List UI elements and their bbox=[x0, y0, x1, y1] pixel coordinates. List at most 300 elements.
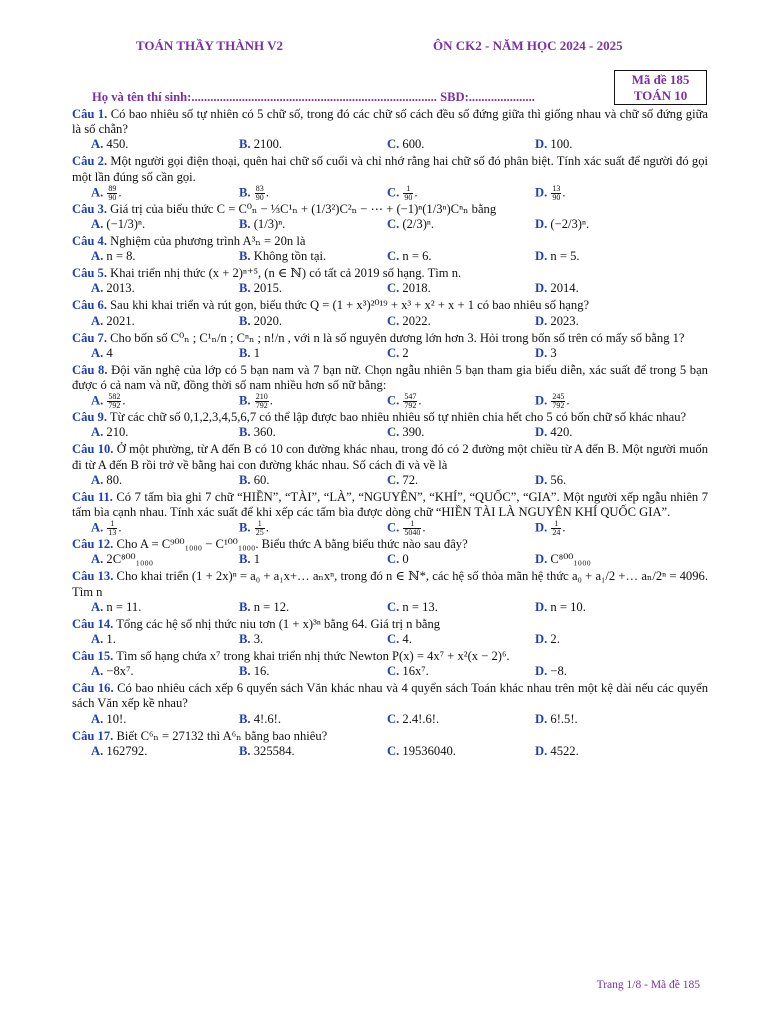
option-label: C. bbox=[387, 345, 400, 360]
answer-option-d[interactable] bbox=[516, 712, 664, 728]
question-text bbox=[72, 331, 708, 346]
answer-option-b[interactable] bbox=[220, 281, 368, 297]
question-13 bbox=[72, 569, 708, 615]
option-value: 1 bbox=[253, 345, 261, 360]
answer-option-c[interactable] bbox=[368, 600, 516, 616]
question-text bbox=[72, 569, 708, 599]
answer-option-a[interactable] bbox=[72, 314, 220, 330]
option-fraction bbox=[403, 393, 417, 410]
question-body: Tìm số hạng chứa x⁷ trong khai triển nhị thức Newton P(x) = 4x⁷ + x²(x − 2)⁶. bbox=[116, 649, 510, 664]
denominator: 90 bbox=[255, 192, 264, 202]
option-fraction bbox=[107, 520, 117, 537]
answer-option-a[interactable] bbox=[72, 346, 220, 362]
answer-options bbox=[72, 425, 708, 441]
answer-option-d[interactable] bbox=[516, 137, 664, 153]
option-value: 390. bbox=[402, 425, 425, 440]
option-value: 4 bbox=[106, 345, 113, 360]
answer-option-b[interactable] bbox=[220, 137, 368, 153]
answer-option-a[interactable]: A. $\frac{89}{90}$ . bbox=[91, 183, 122, 202]
option-label: C. bbox=[387, 249, 400, 264]
answer-option-b[interactable] bbox=[220, 744, 368, 760]
option-fraction bbox=[403, 520, 421, 537]
option-value: 3 bbox=[550, 345, 557, 360]
question-text bbox=[72, 681, 708, 711]
option-value: 162792. bbox=[106, 743, 148, 758]
option-label: A. bbox=[91, 281, 104, 296]
question-body: Có bao nhiêu cách xếp 6 quyển sách Văn khác nhau và 4 quyển sách Toán khác nhau trên một kệ dài nếu các quyển sách Văn xếp kề nhau? bbox=[72, 681, 708, 711]
option-value: n = 10. bbox=[550, 599, 586, 614]
option-value: 0 bbox=[402, 552, 409, 567]
answer-options bbox=[72, 137, 708, 153]
answer-options bbox=[72, 473, 708, 489]
option-label: C. bbox=[387, 743, 400, 758]
question-label: Câu 14. bbox=[72, 616, 114, 631]
answer-option-d[interactable] bbox=[516, 473, 664, 489]
option-value: −8x⁷. bbox=[106, 664, 134, 679]
answer-option-b[interactable] bbox=[220, 346, 368, 362]
option-value: 2 bbox=[402, 345, 409, 360]
answer-option-b[interactable]: B. $\frac{83}{90}$ . bbox=[239, 183, 269, 202]
option-label: C. bbox=[387, 711, 400, 726]
denominator: 13 bbox=[108, 528, 117, 538]
option-label: D. bbox=[535, 281, 548, 296]
question-label: Câu 2. bbox=[72, 154, 108, 169]
question-label: Câu 15. bbox=[72, 649, 114, 664]
option-fraction bbox=[403, 185, 413, 202]
answer-option-c[interactable] bbox=[368, 217, 516, 233]
option-value: 2021. bbox=[106, 313, 135, 328]
question-16 bbox=[72, 681, 708, 727]
option-label: B. bbox=[239, 185, 251, 200]
question-label: Câu 1. bbox=[72, 107, 108, 121]
option-value: 2100. bbox=[253, 137, 283, 152]
denominator: 792 bbox=[255, 401, 268, 411]
question-body: Cho bốn số C⁰ₙ ; C¹ₙ/n ; Cⁿₙ ; n!/n , với n là số nguyên dương lớn hơn 3. Hỏi trong bốn số trên có mấy số bằng 1? bbox=[110, 330, 685, 345]
answer-option-b[interactable] bbox=[220, 249, 368, 265]
option-label: B. bbox=[239, 552, 251, 567]
answer-option-a[interactable] bbox=[72, 552, 220, 568]
option-label: B. bbox=[239, 281, 251, 296]
option-label: C. bbox=[387, 393, 400, 408]
option-value: 600. bbox=[402, 137, 425, 152]
option-fraction bbox=[551, 520, 561, 537]
numerator: 1 bbox=[255, 520, 265, 529]
option-label: B. bbox=[239, 599, 251, 614]
answer-option-c[interactable] bbox=[368, 632, 516, 648]
answer-option-c[interactable] bbox=[368, 314, 516, 330]
question-2 bbox=[72, 154, 708, 200]
answer-option-d[interactable] bbox=[516, 552, 664, 568]
option-label: D. bbox=[535, 185, 548, 200]
option-fraction bbox=[107, 393, 121, 410]
answer-option-a[interactable] bbox=[72, 137, 220, 153]
option-fraction bbox=[107, 185, 117, 202]
question-label: Câu 6. bbox=[72, 298, 107, 313]
subject-code: TOÁN 10 bbox=[633, 88, 688, 103]
option-label: A. bbox=[91, 137, 104, 152]
question-text bbox=[72, 649, 708, 664]
question-text bbox=[72, 537, 708, 552]
numerator: 13 bbox=[552, 183, 561, 193]
option-label: B. bbox=[239, 632, 251, 647]
option-label: A. bbox=[91, 472, 104, 487]
option-value: n = 11. bbox=[106, 599, 142, 614]
question-body: Ở một phường, từ A đến B có 10 con đường khác nhau, trong đó có 2 đường một chiều từ A đến B. Một người muốn đi từ A đến B rồi trở về bằng hai con đường khác nhau. Số cách đi và về là bbox=[72, 442, 708, 472]
option-value: 1 bbox=[253, 552, 261, 567]
answer-option-b[interactable] bbox=[220, 712, 368, 728]
denominator: 24 bbox=[552, 528, 561, 538]
option-value: n = 13. bbox=[402, 599, 438, 614]
option-label: A. bbox=[91, 520, 104, 535]
answer-options bbox=[72, 314, 708, 330]
answer-option-a[interactable] bbox=[72, 217, 220, 233]
answer-options bbox=[72, 281, 708, 297]
answer-option-b[interactable]: B. $\frac{1}{25}$ . bbox=[239, 519, 269, 538]
option-label: B. bbox=[239, 137, 251, 152]
question-label: Câu 5. bbox=[72, 266, 107, 281]
option-label: A. bbox=[91, 711, 104, 726]
option-label: A. bbox=[91, 599, 104, 614]
answer-option-c[interactable] bbox=[368, 664, 516, 680]
option-value: 10!. bbox=[106, 711, 127, 726]
option-value: C⁸⁰⁰₁₀₀₀ bbox=[550, 552, 591, 567]
answer-option-c[interactable] bbox=[368, 473, 516, 489]
answer-option-d[interactable] bbox=[516, 600, 664, 616]
option-label: C. bbox=[387, 217, 400, 232]
question-list bbox=[72, 107, 708, 761]
question-text bbox=[72, 410, 708, 425]
denominator: 90 bbox=[404, 192, 413, 202]
option-label: B. bbox=[239, 664, 251, 679]
option-label: D. bbox=[535, 217, 548, 232]
option-label: A. bbox=[91, 552, 104, 567]
option-label: B. bbox=[239, 425, 251, 440]
answer-option-d[interactable] bbox=[516, 249, 664, 265]
question-body: Sau khi khai triển và rút gọn, biểu thức Q = (1 + x³)²⁰¹⁹ + x³ + x² + x + 1 có bao nhiêu số hạng? bbox=[110, 298, 590, 313]
answer-option-d[interactable]: D. $\frac{245}{792}$ . bbox=[535, 392, 570, 411]
option-label: B. bbox=[239, 249, 251, 264]
denominator: 792 bbox=[404, 401, 417, 411]
answer-option-a[interactable] bbox=[72, 281, 220, 297]
option-label: D. bbox=[535, 743, 548, 758]
option-value: 2C⁸⁰⁰₁₀₀₀ bbox=[106, 552, 154, 567]
option-label: D. bbox=[535, 137, 548, 152]
school-header: TOÁN THẦY THÀNH V2 bbox=[136, 38, 284, 53]
answer-option-d[interactable] bbox=[516, 314, 664, 330]
answer-option-c[interactable] bbox=[368, 346, 516, 362]
answer-option-c[interactable]: C. $\frac{1}{5040}$ . bbox=[387, 519, 426, 538]
option-label: D. bbox=[535, 664, 548, 679]
option-label: C. bbox=[387, 552, 400, 567]
question-text bbox=[72, 442, 708, 472]
option-value: (2/3)ⁿ. bbox=[402, 217, 435, 232]
option-value: 325584. bbox=[253, 743, 295, 758]
answer-option-b[interactable] bbox=[220, 217, 368, 233]
answer-option-a[interactable] bbox=[72, 744, 220, 760]
question-17 bbox=[72, 729, 708, 760]
option-value: n = 8. bbox=[106, 249, 136, 264]
answer-option-b[interactable] bbox=[220, 552, 368, 568]
answer-options bbox=[72, 185, 708, 201]
question-label: Câu 7. bbox=[72, 330, 107, 345]
option-value: 360. bbox=[253, 425, 276, 440]
option-fraction bbox=[551, 393, 565, 410]
answer-option-b[interactable] bbox=[220, 664, 368, 680]
denominator: 90 bbox=[108, 192, 117, 202]
option-value: 2018. bbox=[402, 281, 431, 296]
option-value: 450. bbox=[106, 137, 129, 152]
answer-options bbox=[72, 632, 708, 648]
option-label: A. bbox=[91, 632, 104, 647]
option-value: n = 6. bbox=[402, 249, 432, 264]
question-body: Tổng các hệ số nhị thức niu tơn (1 + x)³ⁿ bằng 64. Giá trị n bằng bbox=[116, 616, 441, 631]
answer-option-a[interactable] bbox=[72, 664, 220, 680]
numerator: 245 bbox=[552, 392, 565, 402]
option-label: C. bbox=[387, 520, 400, 535]
question-body: Khai triển nhị thức (x + 2)ⁿ⁺⁵, (n ∈ ℕ) có tất cả 2019 số hạng. Tìm n. bbox=[110, 266, 462, 281]
answer-option-b[interactable] bbox=[220, 473, 368, 489]
option-value: 2.4!.6!. bbox=[402, 711, 440, 726]
question-label: Câu 4. bbox=[72, 234, 107, 249]
question-text bbox=[72, 202, 708, 217]
answer-option-d[interactable] bbox=[516, 632, 664, 648]
question-body: Từ các chữ số 0,1,2,3,4,5,6,7 có thể lập được bao nhiêu nhiêu số tự nhiên chia hết cho 5 có bốn chữ số khác nhau? bbox=[109, 410, 687, 425]
option-label: B. bbox=[239, 313, 251, 328]
option-label: C. bbox=[387, 281, 400, 296]
answer-option-b[interactable] bbox=[220, 314, 368, 330]
question-text bbox=[72, 729, 708, 744]
question-9 bbox=[72, 410, 708, 441]
question-label: Câu 12. bbox=[72, 537, 114, 552]
answer-option-d[interactable] bbox=[516, 664, 664, 680]
option-label: D. bbox=[535, 599, 548, 614]
option-label: B. bbox=[239, 472, 251, 487]
answer-option-a[interactable] bbox=[72, 249, 220, 265]
denominator: 792 bbox=[108, 401, 121, 411]
question-body: Một người gọi điện thoại, quên hai chữ số cuối và chỉ nhớ rằng hai chữ số đó phân biệt. Tính xác suất để người đó gọi một lần đúng số cần gọi. bbox=[72, 154, 708, 184]
option-value: 4!.6!. bbox=[253, 711, 281, 726]
option-label: A. bbox=[91, 217, 104, 232]
question-text bbox=[72, 266, 708, 281]
option-label: C. bbox=[387, 185, 400, 200]
question-label: Câu 3. bbox=[72, 201, 107, 216]
option-label: C. bbox=[387, 425, 400, 440]
option-value: (1/3)ⁿ. bbox=[253, 217, 286, 232]
question-label: Câu 9. bbox=[72, 410, 107, 425]
denominator: 5040 bbox=[404, 528, 421, 538]
option-value: n = 5. bbox=[550, 249, 580, 264]
question-7 bbox=[72, 331, 708, 362]
option-fraction bbox=[255, 393, 269, 410]
question-body: Biết C⁶ₙ = 27132 thì A⁶ₙ bằng bao nhiêu? bbox=[116, 728, 328, 743]
question-text bbox=[72, 617, 708, 632]
option-label: B. bbox=[239, 217, 251, 232]
answer-options bbox=[72, 744, 708, 760]
answer-option-a[interactable] bbox=[72, 473, 220, 489]
question-label: Câu 11. bbox=[72, 489, 113, 504]
option-value: 72. bbox=[402, 472, 419, 487]
answer-option-a[interactable]: A. $\frac{582}{792}$ . bbox=[91, 392, 126, 411]
option-value: 80. bbox=[106, 472, 123, 487]
option-label: C. bbox=[387, 137, 400, 152]
question-label: Câu 8. bbox=[72, 362, 108, 377]
question-text bbox=[72, 363, 708, 393]
answer-option-d[interactable] bbox=[516, 281, 664, 297]
option-value: 16. bbox=[253, 664, 270, 679]
question-4 bbox=[72, 234, 708, 265]
question-text bbox=[72, 154, 708, 184]
answer-option-a[interactable] bbox=[72, 600, 220, 616]
option-label: A. bbox=[91, 664, 104, 679]
answer-option-d[interactable] bbox=[516, 346, 664, 362]
option-value: 16x⁷. bbox=[402, 664, 429, 679]
question-text bbox=[72, 490, 708, 520]
answer-options bbox=[72, 552, 708, 568]
option-label: D. bbox=[535, 711, 548, 726]
answer-option-a[interactable]: A. $\frac{1}{13}$ . bbox=[91, 519, 122, 538]
option-value: 2. bbox=[550, 632, 560, 647]
answer-options bbox=[72, 664, 708, 680]
option-label: B. bbox=[239, 711, 251, 726]
answer-option-c[interactable] bbox=[368, 249, 516, 265]
option-label: D. bbox=[535, 632, 548, 647]
option-value: 210. bbox=[106, 425, 129, 440]
option-value: 4522. bbox=[550, 743, 579, 758]
numerator: 210 bbox=[255, 392, 268, 402]
option-label: D. bbox=[535, 345, 548, 360]
option-value: (−1/3)ⁿ. bbox=[106, 217, 146, 232]
question-text bbox=[72, 107, 708, 137]
option-fraction bbox=[551, 185, 561, 202]
option-label: A. bbox=[91, 313, 104, 328]
question-15 bbox=[72, 649, 708, 680]
option-label: D. bbox=[535, 393, 548, 408]
numerator: 83 bbox=[255, 183, 264, 193]
question-body: Cho khai triển (1 + 2x)ⁿ = a₀ + a₁x+… aₙxⁿ, trong đó n ∈ ℕ*, các hệ số thỏa mãn hệ thức a₀ + a₁/2 +… aₙ/2ⁿ = 4096. Tìm n bbox=[72, 569, 708, 599]
answer-option-a[interactable] bbox=[72, 632, 220, 648]
option-label: B. bbox=[239, 520, 251, 535]
option-label: B. bbox=[239, 743, 251, 758]
option-value: n = 12. bbox=[253, 599, 290, 614]
answer-option-d[interactable] bbox=[516, 425, 664, 441]
option-value: 6!.5!. bbox=[550, 711, 578, 726]
answer-options bbox=[72, 600, 708, 616]
option-value: 2020. bbox=[253, 313, 283, 328]
answer-options bbox=[72, 393, 708, 409]
answer-option-d[interactable] bbox=[516, 744, 664, 760]
option-label: B. bbox=[239, 393, 251, 408]
exam-code: Mã đề 185 bbox=[631, 72, 690, 87]
denominator: 25 bbox=[255, 528, 264, 538]
question-body: Có 7 tấm bìa ghi 7 chữ “HIỀN”, “TÀI”, “LÀ”, “NGUYÊN”, “KHÍ”, “QUỐC”, “GIA”. Một người xếp ngẫu nhiên 7 tấm bìa cạnh nhau. Tính xác suất để khi xếp các tấm bìa được dòng chữ “HIỀN TÀI LÀ NGUYÊN KHÍ QUỐC GIA”. bbox=[72, 489, 708, 520]
option-label: D. bbox=[535, 425, 548, 440]
answer-option-c[interactable] bbox=[368, 425, 516, 441]
option-value: 19536040. bbox=[402, 743, 456, 758]
answer-option-c[interactable] bbox=[368, 552, 516, 568]
answer-options bbox=[72, 249, 708, 265]
numerator: 547 bbox=[404, 392, 417, 402]
question-14 bbox=[72, 617, 708, 648]
numerator: 1 bbox=[403, 185, 413, 194]
question-body: Giá trị của biểu thức C = C⁰ₙ − ⅓C¹ₙ + (1/3²)C²ₙ − ⋯ + (−1)ⁿ(1/3ⁿ)Cⁿₙ bằng bbox=[110, 201, 497, 216]
question-label: Câu 10. bbox=[72, 442, 114, 457]
option-value: 1. bbox=[106, 632, 116, 647]
option-value: 2014. bbox=[550, 281, 579, 296]
option-label: A. bbox=[91, 393, 104, 408]
student-info-line: Họ và tên thí sinh:.............................................................................. SBD:..................... bbox=[92, 90, 535, 104]
option-value: 60. bbox=[253, 472, 270, 487]
option-label: C. bbox=[387, 664, 400, 679]
question-label: Câu 17. bbox=[72, 728, 114, 743]
option-value: 3. bbox=[253, 632, 264, 647]
question-8 bbox=[72, 363, 708, 409]
question-body: Nghiệm của phương trình A³ₙ = 20n là bbox=[110, 234, 306, 249]
question-6 bbox=[72, 298, 708, 329]
question-text bbox=[72, 234, 708, 249]
answer-option-c[interactable] bbox=[368, 712, 516, 728]
option-label: B. bbox=[239, 345, 251, 360]
answer-option-c[interactable] bbox=[368, 281, 516, 297]
question-body: Có bao nhiêu số tự nhiên có 5 chữ số, trong đó các chữ số cách đều số đứng giữa thì giống nhau và chữ số đứng giữa là số chẵn? bbox=[72, 107, 708, 137]
answer-option-c[interactable]: C. $\frac{547}{792}$ . bbox=[387, 392, 422, 411]
question-body: Đội văn nghệ của lớp có 5 bạn nam và 7 bạn nữ. Chọn ngẫu nhiên 5 bạn tham gia biểu diễn, xác suất để trong 5 bạn được ó cả nam và nữ, đồng thời số nam nhiều hơn số nữ bằng: bbox=[72, 362, 708, 393]
option-label: D. bbox=[535, 520, 548, 535]
option-label: C. bbox=[387, 472, 400, 487]
answer-option-d[interactable]: D. $\frac{13}{90}$ . bbox=[535, 183, 566, 202]
option-fraction bbox=[255, 185, 265, 202]
option-value: 56. bbox=[550, 472, 567, 487]
answer-options bbox=[72, 712, 708, 728]
question-12 bbox=[72, 537, 708, 568]
option-value: 2022. bbox=[402, 313, 431, 328]
answer-options bbox=[72, 520, 708, 536]
answer-option-b[interactable] bbox=[220, 632, 368, 648]
option-label: A. bbox=[91, 425, 104, 440]
answer-option-a[interactable] bbox=[72, 712, 220, 728]
answer-option-d[interactable]: D. $\frac{1}{24}$ . bbox=[535, 519, 566, 538]
option-value: 4. bbox=[402, 632, 412, 647]
answer-option-d[interactable] bbox=[516, 217, 664, 233]
question-1 bbox=[72, 107, 708, 153]
answer-option-c[interactable] bbox=[368, 744, 516, 760]
option-value: 2023. bbox=[550, 313, 579, 328]
question-10 bbox=[72, 442, 708, 488]
answer-option-b[interactable] bbox=[220, 600, 368, 616]
option-label: D. bbox=[535, 552, 548, 567]
answer-option-c[interactable] bbox=[368, 137, 516, 153]
exam-code-box bbox=[614, 70, 707, 105]
option-value: −8. bbox=[550, 664, 567, 679]
question-text bbox=[72, 298, 708, 313]
option-label: A. bbox=[91, 249, 104, 264]
answer-option-c[interactable]: C. $\frac{1}{90}$ . bbox=[387, 183, 418, 202]
option-label: A. bbox=[91, 743, 104, 758]
numerator: 1 bbox=[403, 520, 421, 529]
answer-option-b[interactable]: B. $\frac{210}{792}$ . bbox=[239, 392, 273, 411]
answer-option-b[interactable] bbox=[220, 425, 368, 441]
option-label: D. bbox=[535, 472, 548, 487]
question-body: Cho A = C⁹⁰⁰₁₀₀₀ − C¹⁰⁰₁₀₀₀. Biểu thức A bằng biểu thức nào sau đây? bbox=[116, 537, 468, 552]
question-5 bbox=[72, 266, 708, 297]
option-value: 100. bbox=[550, 137, 573, 152]
denominator: 90 bbox=[552, 192, 561, 202]
option-value: 2013. bbox=[106, 281, 135, 296]
answer-option-a[interactable] bbox=[72, 425, 220, 441]
answer-options bbox=[72, 346, 708, 362]
option-label: C. bbox=[387, 313, 400, 328]
denominator: 792 bbox=[552, 401, 565, 411]
numerator: 582 bbox=[108, 392, 121, 402]
